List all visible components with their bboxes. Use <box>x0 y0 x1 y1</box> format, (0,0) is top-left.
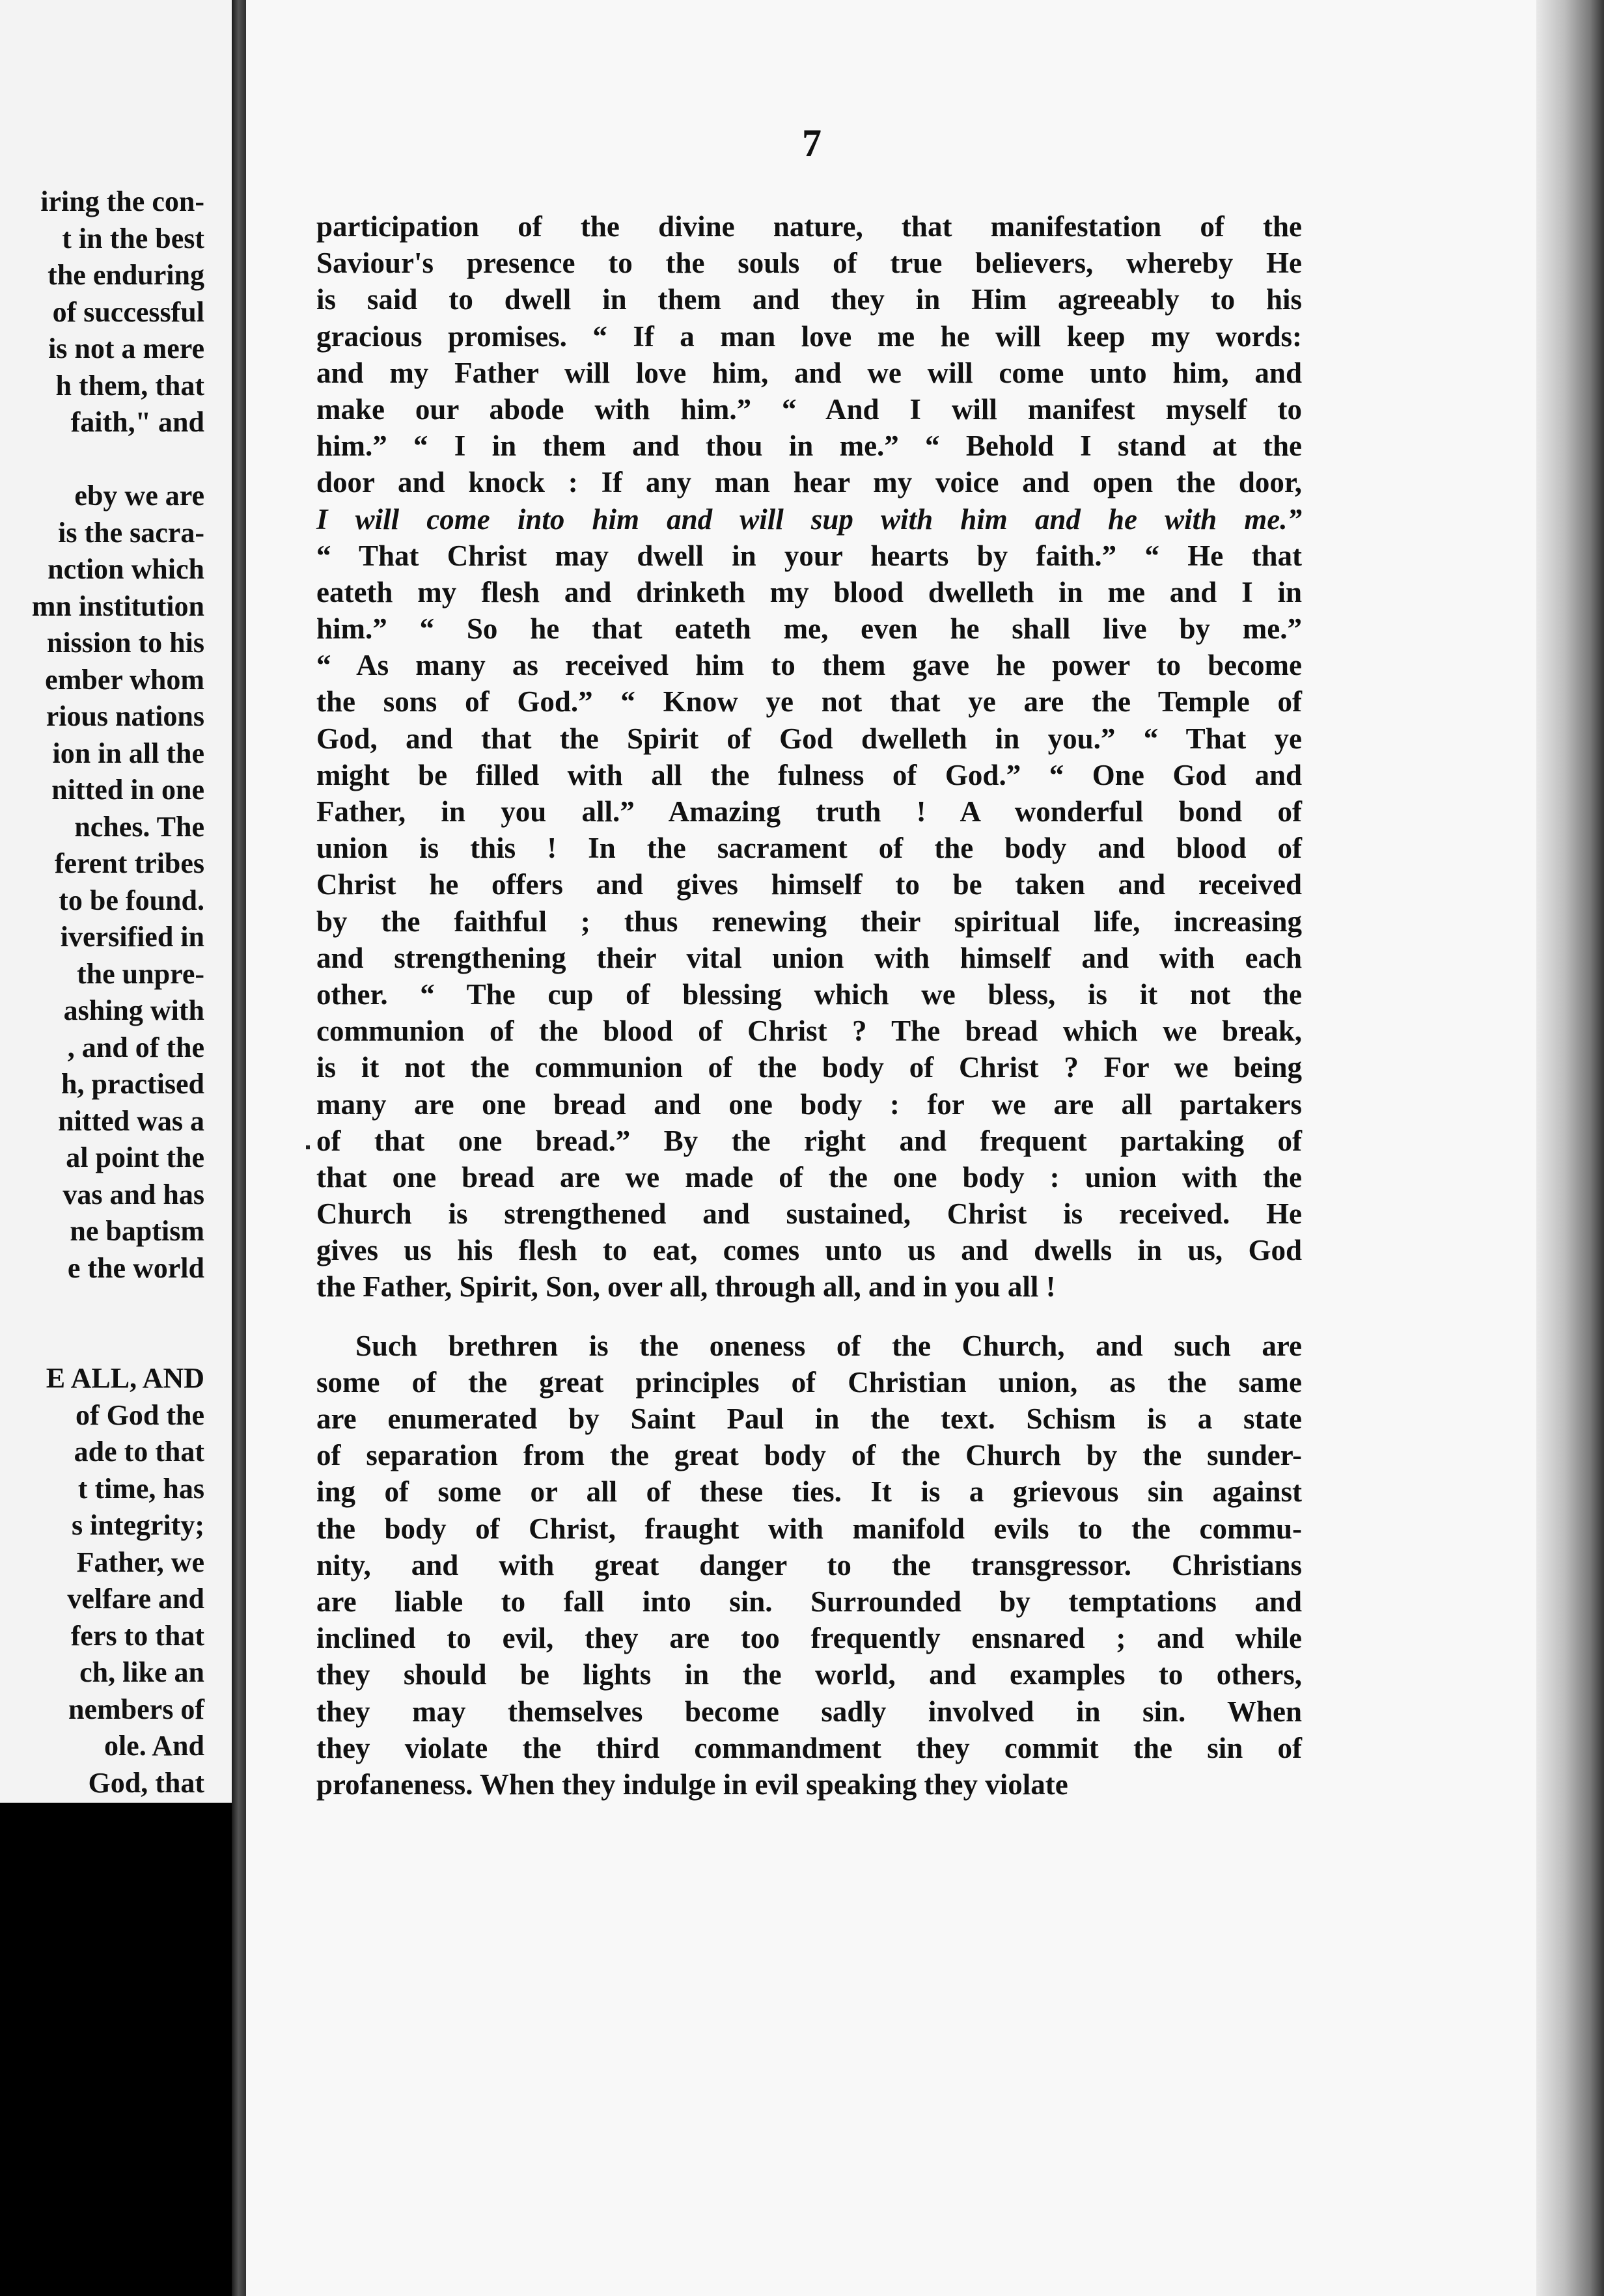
facing-page-line: is not a mere <box>48 333 204 364</box>
facing-page-text <box>32 184 204 1801</box>
facing-page-line: ember whom <box>45 663 204 696</box>
text-line: they violate the third commandment they commit the sin of <box>316 1731 1302 1764</box>
facing-page-line: h, practised <box>61 1068 204 1100</box>
text-line: God, and that the Spirit of God dwelleth in you.” “ That ye <box>316 722 1302 755</box>
facing-page-line: ole. And <box>104 1730 204 1762</box>
text-line: eateth my flesh and drinketh my blood dwelleth in me and I in <box>316 575 1302 608</box>
facing-page-line: iversified in <box>60 921 204 953</box>
page-body <box>316 208 1302 1803</box>
facing-page-line: of successful <box>52 295 204 328</box>
facing-page-line: the enduring <box>48 259 204 291</box>
facing-page-line: ne baptism <box>70 1215 204 1247</box>
text-line: gives us his flesh to eat, comes unto us and dwells in us, God <box>316 1234 1302 1267</box>
facing-page-line: s integrity; <box>71 1509 204 1541</box>
text-line: union is this ! In the sacrament of the body and blood of <box>316 832 1302 865</box>
facing-page-line: ch, like an <box>79 1656 204 1688</box>
text-line: they may themselves become sadly involved in sin. When <box>316 1695 1302 1728</box>
facing-page-line: al point the <box>66 1141 204 1173</box>
text-line: is it not the communion of the body of Christ ? For we being <box>316 1051 1302 1084</box>
facing-page-line: rious nations <box>46 700 204 732</box>
facing-page-line: ion in all the <box>52 737 204 769</box>
text-line: Father, in you all.” Amazing truth ! A wonderful bond of <box>316 795 1302 828</box>
facing-page-line: e the world <box>67 1251 204 1284</box>
text-line: the sons of God.” “ Know ye not that ye are the Temple of <box>316 685 1302 718</box>
facing-page-line <box>32 1324 204 1361</box>
text-line: Saviour's presence to the souls of true believers, whereby He <box>316 247 1302 280</box>
text-line: communion of the blood of Christ ? The bread which we break, <box>316 1015 1302 1048</box>
text-line: they should be lights in the world, and examples to others, <box>316 1658 1302 1691</box>
facing-page-line: ade to that <box>74 1436 204 1468</box>
facing-page-line: E ALL, AND <box>46 1362 204 1394</box>
text-line: I will come into him and will sup with him and he with me.” <box>316 502 1302 536</box>
facing-page-line: eby we are <box>74 480 204 512</box>
facing-page-line: nembers of <box>68 1693 204 1725</box>
text-line: inclined to evil, they are too frequently ensnared ; and while <box>316 1622 1302 1655</box>
text-line: “ As many as received him to them gave he power to become <box>316 649 1302 682</box>
facing-page-line: t in the best <box>62 222 204 254</box>
text-line: is said to dwell in them and they in Him agreeably to his <box>316 283 1302 316</box>
text-line: might be filled with all the fulness of God.” “ One God and <box>316 758 1302 791</box>
facing-page-line: , and of the <box>67 1031 204 1063</box>
facing-page-line: t time, has <box>77 1472 204 1505</box>
text-line: other. “ The cup of blessing which we bless, is it not the <box>316 977 1302 1011</box>
paragraph-2 <box>316 1328 1302 1803</box>
facing-page-line: nches. The <box>74 810 204 843</box>
facing-page-line: faith," and <box>70 406 204 438</box>
facing-page-line: nitted was a <box>58 1104 204 1137</box>
facing-page-line: ferent tribes <box>54 847 204 879</box>
facing-page-line: nitted in one <box>51 774 204 806</box>
facing-page-line: iring the con- <box>40 185 204 217</box>
facing-page-line: nission to his <box>46 627 204 659</box>
page-edge-shadow <box>1536 0 1604 2296</box>
text-line: Church is strengthened and sustained, Christ is received. He <box>316 1197 1302 1231</box>
print-speck <box>306 1145 310 1149</box>
facing-page-line: fers to that <box>70 1619 204 1652</box>
text-line: many are one bread and one body : for we are all partakers <box>316 1087 1302 1121</box>
text-line: Christ he offers and gives himself to be taken and received <box>316 868 1302 901</box>
text-line: some of the great principles of Christian union, as the same <box>316 1365 1302 1399</box>
facing-page-line: the unpre- <box>77 957 204 990</box>
paragraph-1 <box>316 208 1302 1305</box>
facing-page-line: Father, we <box>76 1546 204 1578</box>
facing-page-line <box>32 441 204 478</box>
facing-page-line: nction which <box>48 553 204 585</box>
facing-page-line: of God the <box>76 1399 204 1431</box>
text-line: are enumerated by Saint Paul in the text. Schism is a state <box>316 1402 1302 1435</box>
text-line: are liable to fall into sin. Surrounded by temptations and <box>316 1585 1302 1618</box>
text-line: nity, and with great danger to the transgressor. Christians <box>316 1548 1302 1581</box>
facing-page-line: to be found. <box>59 884 204 916</box>
text-line: of separation from the great body of the Church by the sunder- <box>316 1439 1302 1472</box>
facing-page-line: is the sacra- <box>58 516 204 549</box>
text-line: profaneness. When they indulge in evil speaking they violate <box>316 1768 1068 1801</box>
text-line: the Father, Spirit, Son, over all, through all, and in you all ! <box>316 1270 1056 1304</box>
text-line: “ That Christ may dwell in your hearts by faith.” “ He that <box>316 539 1302 572</box>
text-line: that one bread are we made of the one body : union with the <box>316 1160 1302 1194</box>
text-line: of that one bread.” By the right and frequent partaking of <box>316 1124 1302 1157</box>
text-line: ing of some or all of these ties. It is a grievous sin against <box>316 1475 1302 1509</box>
facing-page-line: mn institution <box>31 590 204 622</box>
text-line: the body of Christ, fraught with manifold evils to the commu- <box>316 1512 1302 1545</box>
facing-page-line: vas and has <box>62 1178 204 1210</box>
text-line: gracious promises. “ If a man love me he will keep my words: <box>316 320 1302 353</box>
facing-page <box>0 0 241 1803</box>
facing-page-line: h them, that <box>55 369 204 402</box>
facing-page-line: ashing with <box>63 994 204 1026</box>
facing-page-line: God, that <box>88 1766 204 1799</box>
facing-page-line: velfare and <box>67 1583 204 1615</box>
facing-page-line <box>32 1287 204 1324</box>
text-line: make our abode with him.” “ And I will manifest myself to <box>316 392 1302 426</box>
text-line: participation of the divine nature, that manifestation of the <box>316 210 1302 243</box>
text-line: by the faithful ; thus renewing their spiritual life, increasing <box>316 905 1302 938</box>
paragraph-gap <box>316 1305 1302 1328</box>
text-line: him.” “ So he that eateth me, even he shall live by me.” <box>316 612 1302 646</box>
text-line: door and knock : If any man hear my voice and open the door, <box>316 466 1302 499</box>
page-number: 7 <box>802 122 822 165</box>
text-line: and my Father will love him, and we will come unto him, and <box>316 356 1302 389</box>
text-line: Such brethren is the oneness of the Church, and such are <box>355 1329 1302 1362</box>
text-line: him.” “ I in them and thou in me.” “ Behold I stand at the <box>316 430 1302 463</box>
text-line: and strengthening their vital union with himself and with each <box>316 941 1302 974</box>
